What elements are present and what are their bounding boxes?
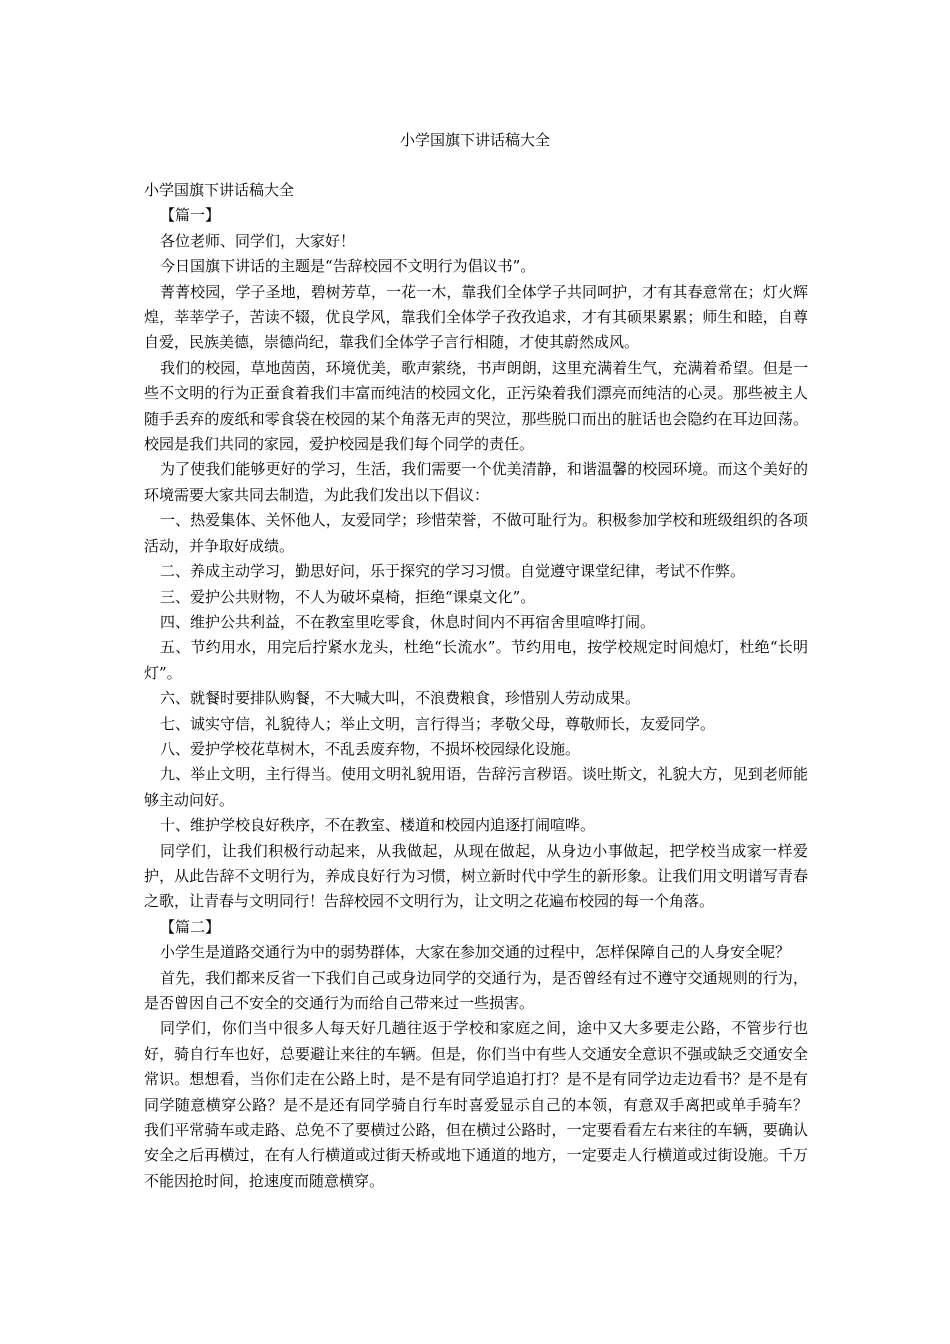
proposal-item: 二、养成主动学习，勤思好问，乐于探究的学习习惯。自觉遵守课堂纪律，考试不作弊。	[160, 562, 746, 581]
proposal-item: 六、就餐时要排队购餐，不大喊大叫，不浪费粮食，珍惜别人劳动成果。	[160, 689, 641, 708]
paragraph: 我们的校园，草地茵茵，环境优美，歌声萦绕，书声朗朗，这里充满着生气，充满着希望。但是一些不文明的行为正蚕食着我们丰富而纯洁的校园文化，正污染着我们漂亮而纯洁的心灵。那些被主人随手丢弃的废纸和零食袋在校园的某个角落无声的哭泣，那些脱口而出的脏话也会隐约在耳边回荡。校园是我们共同的家园，爱护校园是我们每个同学的责任。	[144, 358, 808, 454]
proposal-item: 三、爱护公共财物，不人为破坏桌椅，拒绝“课桌文化”。	[160, 587, 536, 606]
proposal-item: 五、节约用水，用完后拧紧水龙头，杜绝“长流水”。节约用电，按学校规定时间熄灯，杜绝“长明灯”。	[144, 638, 808, 682]
document-subtitle: 小学国旗下讲话稿大全	[144, 181, 295, 199]
paragraph: 各位老师、同学们，大家好！	[160, 231, 356, 250]
page-title: 小学国旗下讲话稿大全	[399, 131, 550, 149]
proposal-item: 八、爱护学校花草树木，不乱丢废弃物，不损坏校园绿化设施。	[160, 739, 581, 758]
paragraph: 同学们，让我们积极行动起来，从我做起，从现在做起，从身边小事做起，把学校当成家一样爱护，从此告辞不文明行为，养成良好行为习惯，树立新时代中学生的新形象。让我们用文明谱写青春之歌，让青春与文明同行！告辞校园不文明行为，让文明之花遍布校园的每一个角落。	[144, 841, 808, 911]
proposal-item: 七、诚实守信，礼貌待人；举止文明，言行得当；孝敬父母，尊敬师长，友爱同学。	[160, 714, 716, 733]
proposal-item: 十、维护学校良好秩序，不在教室、楼道和校园内追逐打闹喧哗。	[160, 816, 596, 835]
proposal-item: 四、维护公共利益，不在教室里吃零食，休息时间内不再宿舍里喧哗打闹。	[160, 612, 656, 631]
section-heading-1: 【篇一】	[160, 206, 221, 225]
paragraph: 今日国旗下讲话的主题是“告辞校园不文明行为倡议书”。	[160, 257, 536, 276]
paragraph: 小学生是道路交通行为中的弱势群体，大家在参加交通的过程中，怎样保障自己的人身安全呢？	[160, 943, 791, 962]
document-body	[144, 178, 808, 1194]
proposal-item: 九、举止文明，主行得当。使用文明礼貌用语，告辞污言秽语。谈吐斯文，礼貌大方，见到老师能够主动问好。	[144, 765, 808, 809]
paragraph: 菁菁校园，学子圣地，碧树芳草，一花一木，靠我们全体学子共同呵护，才有其春意常在；灯火辉煌，莘莘学子，苦读不辍，优良学风，靠我们全体学子孜孜追求，才有其硕果累累；师生和睦，自尊自爱，民族美德，崇德尚纪，靠我们全体学子言行相随，才使其蔚然成风。	[144, 282, 808, 352]
section-heading-2: 【篇二】	[160, 917, 221, 936]
paragraph: 同学们，你们当中很多人每天好几趟往返于学校和家庭之间，途中又大多要走公路，不管步行也好，骑自行车也好，总要避让来往的车辆。但是，你们当中有些人交通安全意识不强或缺乏交通安全常识。想想看，当你们走在公路上时，是不是有同学追追打打？是不是有同学边走边看书？是不是有同学随意横穿公路？是不是还有同学骑自行车时喜爱显示自己的本领，有意双手离把或单手骑车？ 我们平常骑车或走路、总免不了要横过公路，但在横过公路时，一定要看看左右来往的车辆，要确认安全之后再横过，在有人行横道或过街天桥或地下通道的地方，一定要走人行横道或过街设施。千万不能因抢时间，抢速度而随意横穿。	[144, 1019, 808, 1190]
paragraph: 为了使我们能够更好的学习，生活，我们需要一个优美清静，和谐温馨的校园环境。而这个美好的环境需要大家共同去制造，为此我们发出以下倡议：	[144, 460, 808, 504]
paragraph: 首先，我们都来反省一下我们自己或身边同学的交通行为，是否曾经有过不遵守交通规则的行为，是否曾因自己不安全的交通行为而给自己带来过一些损害。	[144, 968, 808, 1012]
proposal-item: 一、热爱集体、关怀他人，友爱同学；珍惜荣誉，不做可耻行为。积极参加学校和班级组织的各项活动，并争取好成绩。	[144, 511, 808, 555]
